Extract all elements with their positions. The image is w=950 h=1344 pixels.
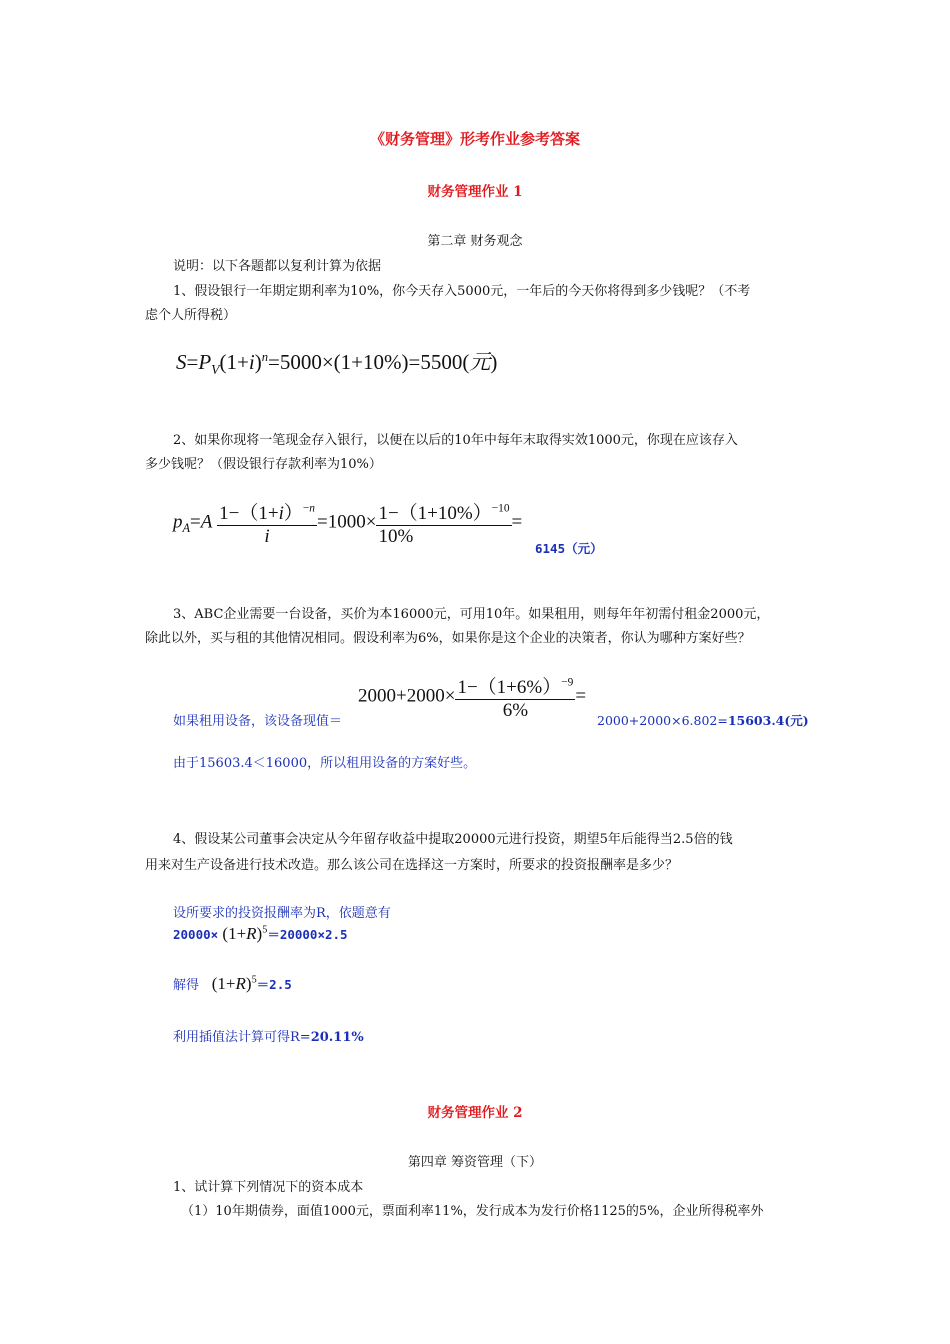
q3-answer-value: 15603.4(元) [727, 713, 809, 728]
hw2-q1: 1、试计算下列情况下的资本成本 [173, 1180, 364, 1195]
q4-final-value: 20.11% [310, 1030, 364, 1045]
hw2-q1-sub1: （1）10年期债券，面值1000元，票面利率11%，发行成本为发行价格1125的5%，企业所得税率外 [181, 1204, 764, 1219]
q1-text-cont: 虑个人所得税） [145, 308, 237, 323]
q4-solve: 解得 $(1+R)^5=2.5$ [173, 974, 292, 993]
q4-solve-label: 解得 [173, 978, 200, 993]
homework2-heading: 财务管理作业 2 [427, 1105, 523, 1121]
q4-final-label: 利用插值法计算可得R= [173, 1030, 311, 1045]
q1-formula: $S=P_V(1+i)^n=5000\times(1+10\%)=5500$(元) [176, 350, 498, 378]
q3-text: 3、ABC企业需要一台设备，买价为本16000元，可用10年。如果租用，则每年年初需付租金2000元， [173, 607, 770, 622]
q3-answer-label: 如果租用设备，该设备现值＝ [173, 714, 343, 729]
calc-note: 说明：以下各题都以复利计算为依据 [173, 259, 382, 274]
q3-text-cont: 除此以外，买与租的其他情况相同。假设利率为6%，如果你是这个企业的决策者，你认为哪种方案好些？ [145, 631, 751, 646]
q4-equation: $20000\times (1+R)^5=20000\times 2.5$ [173, 924, 348, 943]
q4-eq-right: ＝20000×2.5 [267, 927, 348, 942]
q4-setup: 设所要求的投资报酬率为R，依题意有 [173, 906, 391, 921]
q2-result: 6145（元） [535, 541, 603, 556]
q2-text: 2、如果你现将一笔现金存入银行，以便在以后的10年中每年末取得实效1000元，你现在应该存入 [173, 433, 738, 448]
q2-text-cont: 多少钱呢？（假设银行存款利率为10%） [145, 457, 382, 472]
homework1-heading: 财务管理作业 1 [427, 184, 523, 200]
q3-answer-tail: 2000+2000×6.802= [597, 713, 728, 728]
chapter4-heading: 第四章 筹资管理（下） [407, 1155, 543, 1170]
q4-text-cont: 用来对生产设备进行技术改造。那么该公司在选择这一方案时，所要求的投资报酬率是多少？ [145, 858, 679, 873]
q4-text: 4、假设某公司董事会决定从今年留存收益中提取20000元进行投资，期望5年后能得当2.5倍的钱 [173, 832, 733, 847]
q1-text: 1、假设银行一年期定期利率为10%，你今天存入5000元，一年后的今天你将得到多少钱呢？（不考 [173, 284, 751, 299]
q2-formula: $p_A=A$ $\frac{1-(1+i)^{-n}}{i}$ =1000× $\frac{1-(1+10\%)^{-10}}{10\%}$ = [173, 502, 523, 547]
q4-final [173, 1026, 364, 1045]
q4-solve-right: ＝2.5 [256, 977, 292, 992]
q4-eq-left: 20000× [173, 927, 219, 942]
q3-conclusion: 由于15603.4＜16000，所以租用设备的方案好些。 [173, 756, 477, 771]
q3-answer-calc [597, 711, 809, 729]
page-title: 《财务管理》形考作业参考答案 [369, 130, 580, 148]
chapter2-heading: 第二章 财务观念 [427, 234, 523, 249]
q3-formula: 2000+2000× $\frac{1-(1+6\%)^{-9}}{6\%}$ = [358, 676, 587, 721]
